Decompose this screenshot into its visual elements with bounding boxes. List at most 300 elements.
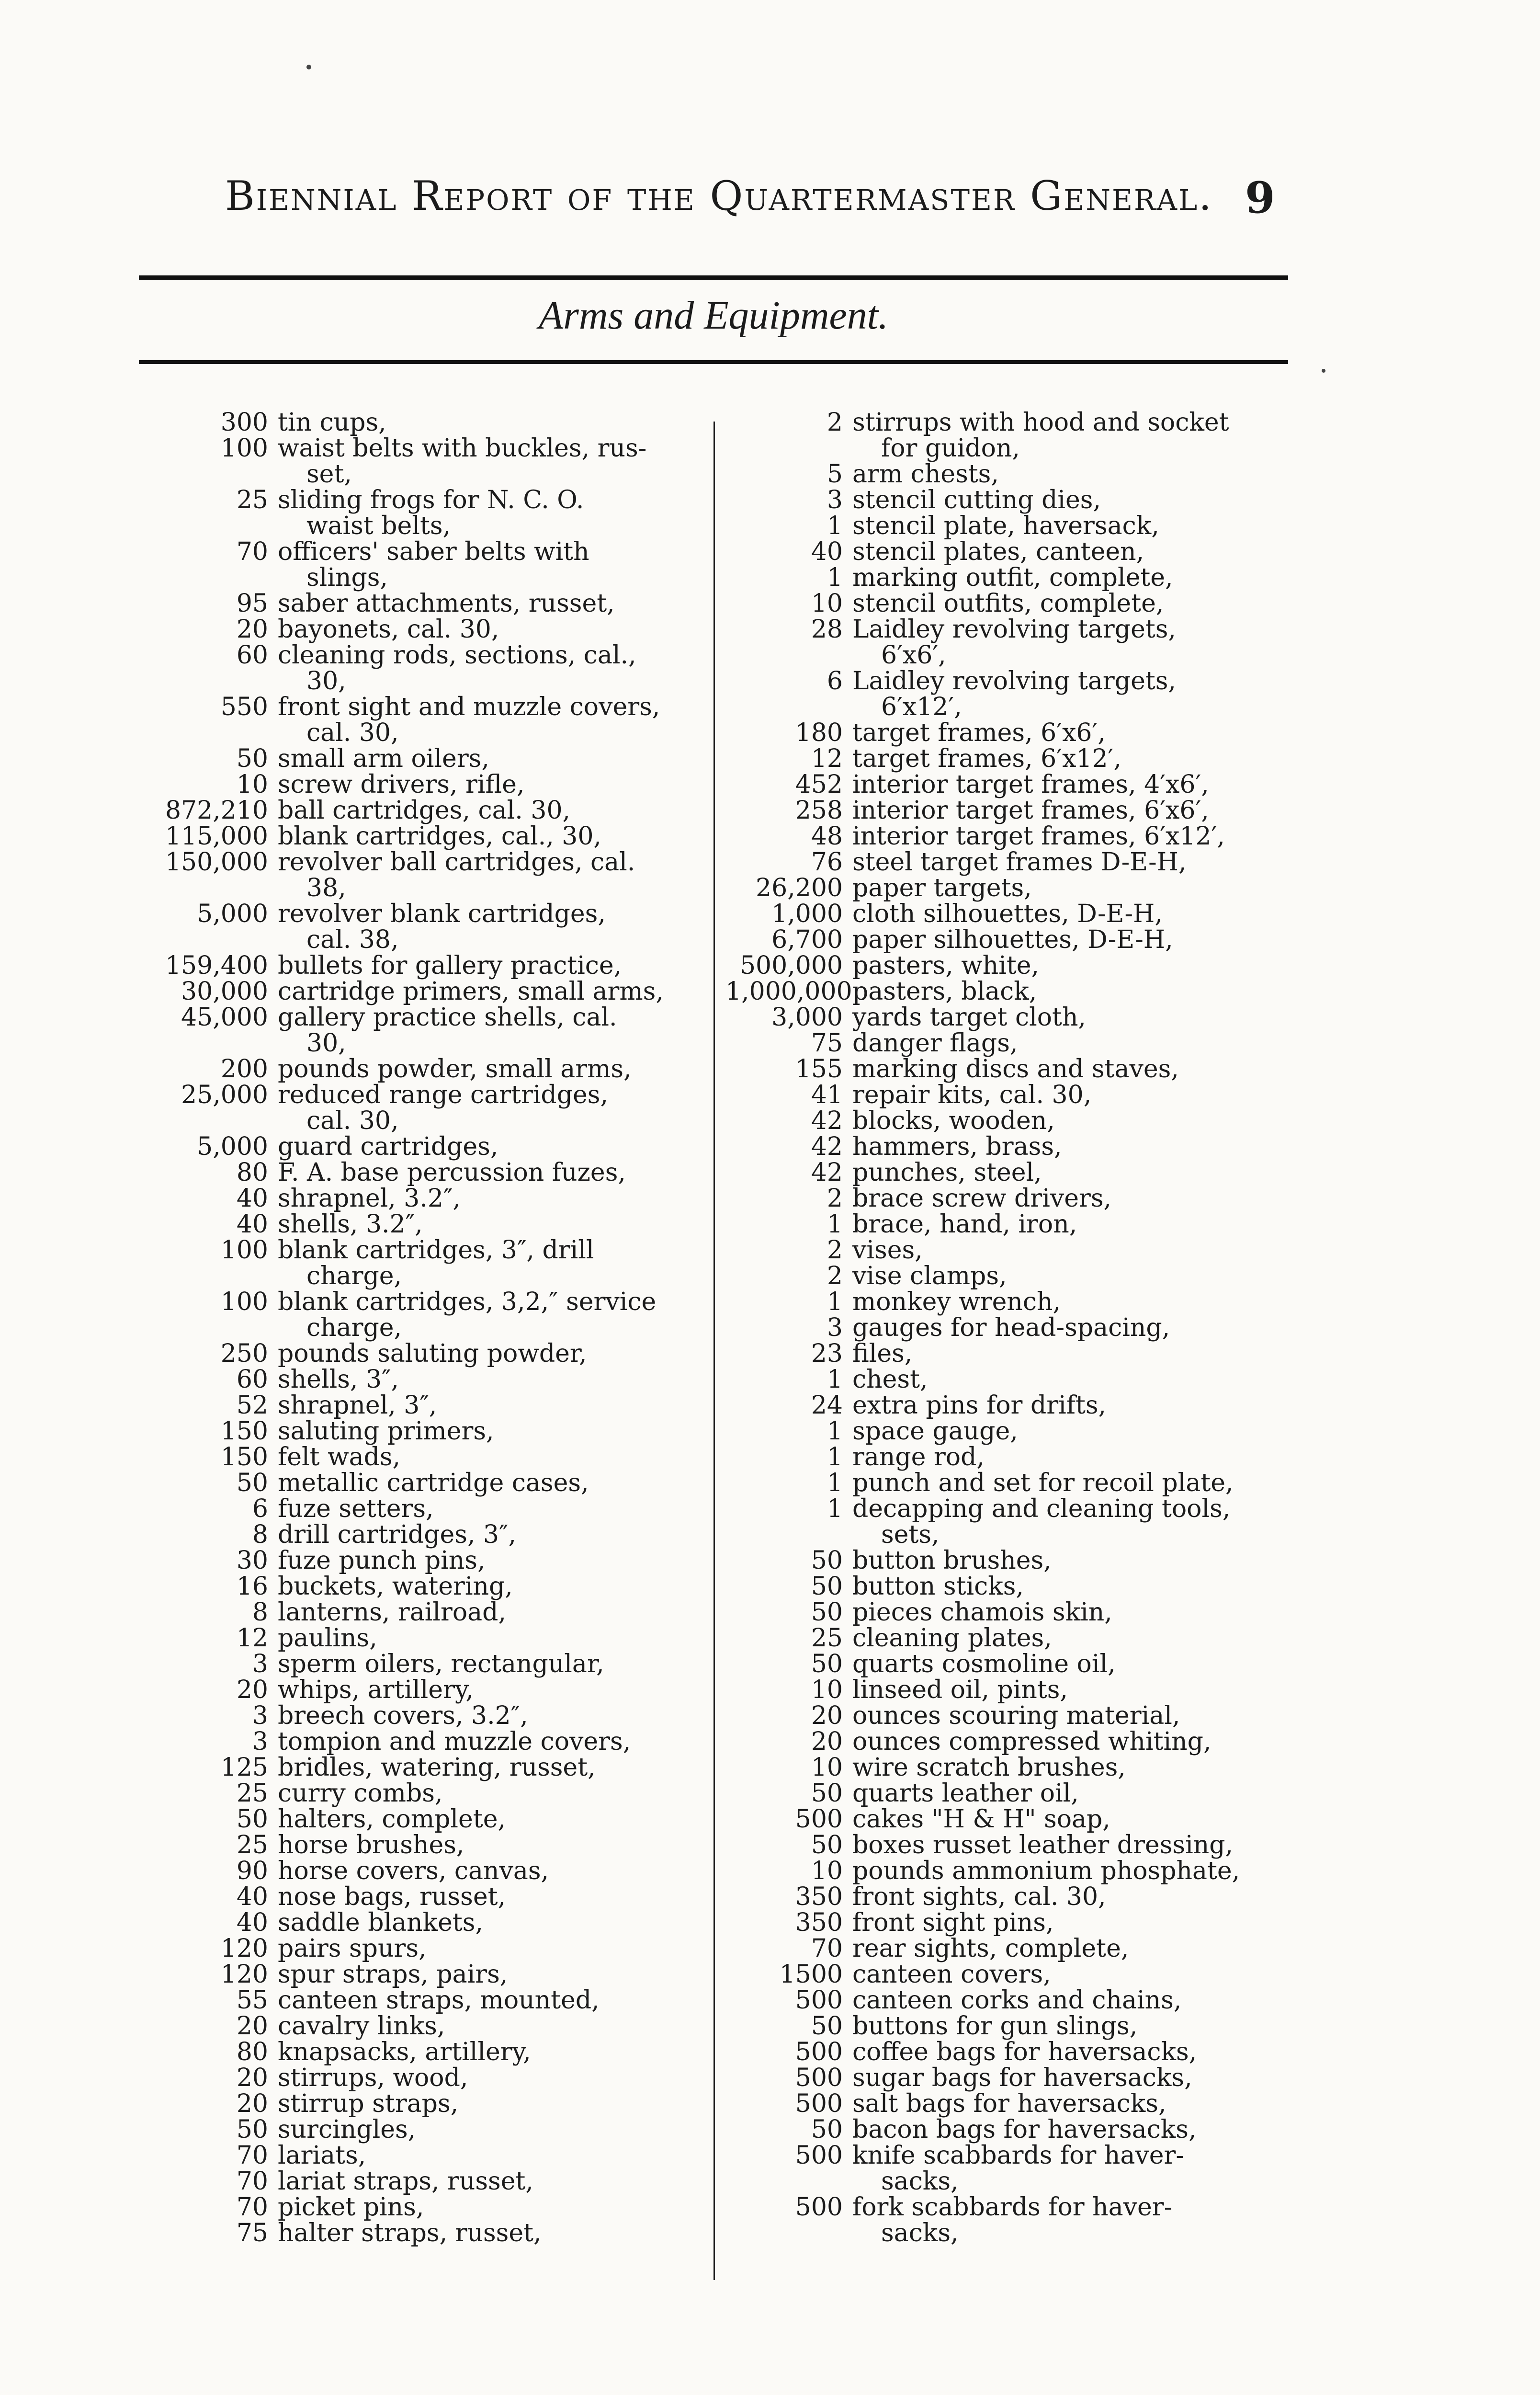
item-quantity: 50 xyxy=(811,1650,843,1678)
item-text: cleaning rods, sections, cal., xyxy=(278,641,636,670)
item-text: yards target cloth, xyxy=(852,1003,1086,1032)
item-quantity: 2 xyxy=(827,1262,843,1290)
item-quantity: 23 xyxy=(811,1339,843,1368)
item-quantity: 50 xyxy=(811,2115,843,2144)
item-description xyxy=(852,1263,1300,1289)
item-description xyxy=(852,979,1300,1004)
list-item xyxy=(158,1004,713,1056)
item-quantity: 125 xyxy=(220,1753,268,1782)
list-item xyxy=(725,1211,1300,1237)
list-item xyxy=(158,901,713,953)
item-description xyxy=(278,798,713,823)
list-item xyxy=(725,1082,1300,1108)
item-text: brace, hand, iron, xyxy=(852,1210,1077,1239)
item-description xyxy=(278,849,713,901)
list-item xyxy=(725,979,1300,1004)
item-quantity: 3 xyxy=(827,486,843,514)
item-text: bacon bags for haversacks, xyxy=(852,2115,1197,2144)
item-text: blank cartridges, 3″, drill xyxy=(278,1236,594,1265)
item-quantity: 2 xyxy=(827,1184,843,1213)
item-description xyxy=(852,513,1300,539)
item-quantity: 10 xyxy=(811,1857,843,1885)
list-item xyxy=(725,461,1300,487)
item-text: ounces compressed whiting, xyxy=(852,1727,1212,1756)
list-item xyxy=(158,2039,713,2065)
list-item xyxy=(158,1884,713,1910)
item-quantity: 42 xyxy=(811,1132,843,1161)
item-description xyxy=(278,1211,713,1237)
item-quantity: 40 xyxy=(236,1210,268,1239)
item-description xyxy=(278,1832,713,1858)
item-text: cavalry links, xyxy=(278,2012,445,2041)
item-text-continuation: 6′x12′, xyxy=(881,693,962,721)
item-quantity: 60 xyxy=(236,1365,268,1394)
item-quantity: 1,000 xyxy=(771,900,843,928)
item-description xyxy=(278,2220,713,2246)
item-description xyxy=(278,1134,713,1160)
item-description xyxy=(852,539,1300,565)
item-description xyxy=(278,2091,713,2117)
item-quantity: 1 xyxy=(827,1494,843,1523)
item-text: cleaning plates, xyxy=(852,1624,1052,1653)
item-description xyxy=(278,642,713,694)
item-text: stencil plates, canteen, xyxy=(852,537,1144,566)
item-description xyxy=(852,953,1300,979)
item-text: felt wads, xyxy=(278,1443,401,1471)
list-item xyxy=(725,798,1300,823)
item-quantity: 20 xyxy=(236,2064,268,2092)
item-quantity: 258 xyxy=(795,796,843,825)
item-text-continuation: sets, xyxy=(881,1520,940,1549)
item-text: horse covers, canvas, xyxy=(278,1857,549,1885)
item-description xyxy=(852,1186,1300,1211)
item-text: stencil plate, haversack, xyxy=(852,512,1159,540)
item-description xyxy=(852,1160,1300,1186)
item-text: tompion and muzzle covers, xyxy=(278,1727,631,1756)
item-text: nose bags, russet, xyxy=(278,1882,506,1911)
item-description xyxy=(278,1651,713,1677)
item-description xyxy=(852,668,1300,720)
item-quantity: 16 xyxy=(236,1572,268,1601)
list-item xyxy=(158,1134,713,1160)
item-description xyxy=(852,2117,1300,2143)
item-quantity: 5 xyxy=(827,460,843,489)
item-quantity: 3 xyxy=(252,1650,268,1678)
item-description xyxy=(278,772,713,798)
item-description xyxy=(278,1444,713,1470)
item-description xyxy=(278,1289,713,1341)
item-text: picket pins, xyxy=(278,2193,424,2222)
list-item xyxy=(158,1832,713,1858)
item-description xyxy=(278,1367,713,1392)
item-quantity: 500 xyxy=(795,1986,843,2015)
item-text: guard cartridges, xyxy=(278,1132,498,1161)
item-quantity: 25 xyxy=(236,1831,268,1859)
item-description xyxy=(852,461,1300,487)
item-description xyxy=(852,772,1300,798)
item-quantity: 95 xyxy=(236,589,268,618)
item-description xyxy=(278,1858,713,1884)
item-text: halter straps, russet, xyxy=(278,2219,542,2247)
item-quantity: 120 xyxy=(220,1934,268,1963)
item-text: stencil cutting dies, xyxy=(852,486,1101,514)
list-item xyxy=(725,1004,1300,1030)
item-quantity: 8 xyxy=(252,1598,268,1627)
item-quantity: 20 xyxy=(811,1701,843,1730)
item-text: punches, steel, xyxy=(852,1158,1042,1187)
item-description xyxy=(278,2039,713,2065)
list-item xyxy=(158,1160,713,1186)
item-quantity: 6,700 xyxy=(771,925,843,954)
item-text: officers' saber belts with xyxy=(278,537,589,566)
item-text: revolver blank cartridges, xyxy=(278,900,606,928)
list-item xyxy=(158,435,713,487)
item-text: sliding frogs for N. C. O. xyxy=(278,486,584,514)
item-text: bullets for gallery practice, xyxy=(278,951,622,980)
item-text: fuze setters, xyxy=(278,1494,434,1523)
item-quantity: 1 xyxy=(827,1365,843,1394)
item-description xyxy=(278,1729,713,1755)
item-text: small arm oilers, xyxy=(278,744,489,773)
item-quantity: 75 xyxy=(811,1029,843,1058)
list-item xyxy=(158,539,713,591)
list-item xyxy=(725,1444,1300,1470)
item-quantity: 41 xyxy=(811,1081,843,1109)
item-text: shells, 3.2″, xyxy=(278,1210,423,1239)
item-text: buckets, watering, xyxy=(278,1572,513,1601)
item-text: cartridge primers, small arms, xyxy=(278,977,664,1006)
list-item xyxy=(725,487,1300,513)
item-description xyxy=(278,1082,713,1134)
item-quantity: 1 xyxy=(827,1417,843,1446)
item-description xyxy=(278,1418,713,1444)
item-description xyxy=(278,1677,713,1703)
item-text: ounces scouring material, xyxy=(852,1701,1180,1730)
item-description xyxy=(278,410,713,435)
list-item xyxy=(158,1548,713,1574)
item-text: danger flags, xyxy=(852,1029,1018,1058)
item-quantity: 26,200 xyxy=(756,874,843,902)
item-text: target frames, 6′x6′, xyxy=(852,718,1106,747)
item-quantity: 25 xyxy=(236,486,268,514)
item-description xyxy=(278,1910,713,1936)
item-quantity: 28 xyxy=(811,615,843,644)
item-quantity: 20 xyxy=(236,1676,268,1704)
list-item xyxy=(158,642,713,694)
item-description xyxy=(852,1884,1300,1910)
item-text-continuation: charge, xyxy=(306,1313,402,1342)
item-quantity: 5,000 xyxy=(197,1132,268,1161)
item-description xyxy=(852,1574,1300,1599)
item-text: buttons for gun slings, xyxy=(852,2012,1138,2041)
list-item xyxy=(158,1806,713,1832)
item-text: steel target frames D-E-H, xyxy=(852,848,1187,877)
list-item xyxy=(158,953,713,979)
item-text: blank cartridges, cal., 30, xyxy=(278,822,601,851)
item-description xyxy=(852,616,1300,668)
item-description xyxy=(852,1056,1300,1082)
item-quantity: 1,000,000 xyxy=(725,977,852,1006)
item-description xyxy=(852,1108,1300,1134)
item-quantity: 20 xyxy=(236,2089,268,2118)
item-text: interior target frames, 6′x6′, xyxy=(852,796,1209,825)
list-item xyxy=(158,1522,713,1548)
item-text: stirrups, wood, xyxy=(278,2064,468,2092)
list-item xyxy=(725,616,1300,668)
item-description xyxy=(278,823,713,849)
list-item xyxy=(725,2117,1300,2143)
item-text: salt bags for haversacks, xyxy=(852,2089,1166,2118)
item-quantity: 40 xyxy=(236,1184,268,1213)
item-text: lariat straps, russet, xyxy=(278,2167,533,2196)
item-quantity: 30,000 xyxy=(181,977,268,1006)
list-item xyxy=(725,2065,1300,2091)
item-quantity: 1500 xyxy=(779,1960,843,1989)
item-text: punch and set for recoil plate, xyxy=(852,1469,1234,1497)
item-text: vise clamps, xyxy=(852,1262,1007,1290)
list-item xyxy=(158,1910,713,1936)
list-item xyxy=(725,1574,1300,1599)
list-item xyxy=(158,1625,713,1651)
item-description xyxy=(852,591,1300,616)
item-description xyxy=(852,1470,1300,1496)
item-quantity: 2 xyxy=(827,1236,843,1265)
list-item xyxy=(158,1780,713,1806)
item-description xyxy=(852,1987,1300,2013)
item-quantity: 350 xyxy=(795,1908,843,1937)
item-quantity: 100 xyxy=(220,1288,268,1316)
item-text: knapsacks, artillery, xyxy=(278,2038,531,2066)
item-description xyxy=(852,1444,1300,1470)
list-item xyxy=(158,2143,713,2168)
item-quantity: 25 xyxy=(236,1779,268,1808)
item-quantity: 3 xyxy=(252,1701,268,1730)
item-quantity: 3,000 xyxy=(771,1003,843,1032)
item-description xyxy=(278,1056,713,1082)
item-quantity: 1 xyxy=(827,512,843,540)
item-quantity: 200 xyxy=(220,1055,268,1083)
item-quantity: 20 xyxy=(236,615,268,644)
item-text: brace screw drivers, xyxy=(852,1184,1112,1213)
item-quantity: 10 xyxy=(811,1676,843,1704)
list-item xyxy=(725,1703,1300,1729)
item-description xyxy=(278,1703,713,1729)
item-quantity: 50 xyxy=(236,1469,268,1497)
item-text-continuation: charge, xyxy=(306,1262,402,1290)
item-text: vises, xyxy=(852,1236,923,1265)
item-text: shrapnel, 3.2″, xyxy=(278,1184,461,1213)
list-item xyxy=(158,772,713,798)
item-description xyxy=(852,1910,1300,1936)
list-item xyxy=(725,1134,1300,1160)
item-text: pairs spurs, xyxy=(278,1934,427,1963)
list-item xyxy=(725,1599,1300,1625)
item-quantity: 115,000 xyxy=(165,822,268,851)
page-number: 9 xyxy=(1245,172,1275,223)
item-text: Laidley revolving targets, xyxy=(852,615,1176,644)
item-description xyxy=(278,1936,713,1962)
item-text: arm chests, xyxy=(852,460,999,489)
list-item xyxy=(158,1186,713,1211)
list-item xyxy=(725,1858,1300,1884)
item-description xyxy=(278,953,713,979)
item-quantity: 550 xyxy=(220,693,268,721)
item-description xyxy=(852,1496,1300,1548)
item-description xyxy=(278,1237,713,1289)
item-text: pasters, white, xyxy=(852,951,1040,980)
item-description xyxy=(852,720,1300,746)
item-quantity: 6 xyxy=(827,667,843,696)
item-quantity: 42 xyxy=(811,1158,843,1187)
list-item xyxy=(158,979,713,1004)
list-item xyxy=(158,849,713,901)
item-text: target frames, 6′x12′, xyxy=(852,744,1121,773)
list-item xyxy=(725,1496,1300,1548)
item-text: halters, complete, xyxy=(278,1805,506,1834)
item-text: interior target frames, 6′x12′, xyxy=(852,822,1225,851)
item-quantity: 1 xyxy=(827,1210,843,1239)
list-item xyxy=(158,2194,713,2220)
list-item xyxy=(725,1056,1300,1082)
item-description xyxy=(278,487,713,539)
list-item xyxy=(158,1444,713,1470)
item-text-continuation: cal. 30, xyxy=(306,1106,399,1135)
item-description xyxy=(852,1703,1300,1729)
item-quantity: 500 xyxy=(795,2141,843,2170)
item-text: horse brushes, xyxy=(278,1831,464,1859)
item-text: metallic cartridge cases, xyxy=(278,1469,589,1497)
item-quantity: 159,400 xyxy=(165,951,268,980)
item-description xyxy=(852,927,1300,953)
item-quantity: 500 xyxy=(795,1805,843,1834)
item-description xyxy=(278,1599,713,1625)
item-quantity: 12 xyxy=(236,1624,268,1653)
item-description xyxy=(278,1392,713,1418)
item-quantity: 1 xyxy=(827,1288,843,1316)
list-item xyxy=(725,746,1300,772)
item-quantity: 80 xyxy=(236,1158,268,1187)
list-item xyxy=(725,1418,1300,1444)
item-description xyxy=(852,1004,1300,1030)
item-description xyxy=(852,2039,1300,2065)
list-item xyxy=(725,1186,1300,1211)
item-quantity: 20 xyxy=(236,2012,268,2041)
list-item xyxy=(158,1987,713,2013)
item-text: surcingles, xyxy=(278,2115,416,2144)
item-description xyxy=(278,1574,713,1599)
item-quantity: 500 xyxy=(795,2038,843,2066)
item-description xyxy=(852,1677,1300,1703)
item-quantity: 70 xyxy=(811,1934,843,1963)
item-quantity: 70 xyxy=(236,537,268,566)
item-text: marking outfit, complete, xyxy=(852,563,1173,592)
item-text: space gauge, xyxy=(852,1417,1018,1446)
item-text: sperm oilers, rectangular, xyxy=(278,1650,604,1678)
item-quantity: 70 xyxy=(236,2141,268,2170)
item-description xyxy=(852,1806,1300,1832)
item-text: saber attachments, russet, xyxy=(278,589,615,618)
item-description xyxy=(852,1780,1300,1806)
list-item xyxy=(158,1082,713,1134)
item-quantity: 452 xyxy=(795,770,843,799)
list-item xyxy=(725,849,1300,875)
item-quantity: 48 xyxy=(811,822,843,851)
item-text: gauges for head-spacing, xyxy=(852,1313,1170,1342)
item-description xyxy=(852,1858,1300,1884)
item-text: shrapnel, 3″, xyxy=(278,1391,437,1420)
item-description xyxy=(852,1030,1300,1056)
item-text: extra pins for drifts, xyxy=(852,1391,1107,1420)
item-description xyxy=(852,875,1300,901)
list-item xyxy=(158,1056,713,1082)
item-text-continuation: for guidon, xyxy=(881,434,1020,463)
item-description xyxy=(278,1884,713,1910)
item-text: stirrups with hood and socket xyxy=(852,408,1229,437)
item-quantity: 180 xyxy=(795,718,843,747)
list-item xyxy=(158,798,713,823)
item-text: button brushes, xyxy=(852,1546,1052,1575)
item-description xyxy=(852,1082,1300,1108)
item-description xyxy=(852,823,1300,849)
item-text: blank cartridges, 3,2,″ service xyxy=(278,1288,657,1316)
item-quantity: 12 xyxy=(811,744,843,773)
item-quantity: 50 xyxy=(811,1546,843,1575)
item-text: canteen straps, mounted, xyxy=(278,1986,600,2015)
item-text-continuation: 38, xyxy=(306,874,346,902)
list-item xyxy=(725,1548,1300,1574)
item-text: lanterns, railroad, xyxy=(278,1598,506,1627)
item-text: saddle blankets, xyxy=(278,1908,483,1937)
item-text: gallery practice shells, cal. xyxy=(278,1003,617,1032)
list-item xyxy=(725,1755,1300,1780)
item-text: pounds ammonium phosphate, xyxy=(852,1857,1240,1885)
list-item xyxy=(725,1910,1300,1936)
item-description xyxy=(278,591,713,616)
list-item xyxy=(725,1651,1300,1677)
list-item xyxy=(158,1418,713,1444)
list-item xyxy=(158,746,713,772)
item-quantity: 500 xyxy=(795,2193,843,2222)
item-description xyxy=(278,746,713,772)
item-text: fuze punch pins, xyxy=(278,1546,486,1575)
list-item xyxy=(725,2013,1300,2039)
item-description xyxy=(278,1522,713,1548)
list-item xyxy=(725,1160,1300,1186)
list-item xyxy=(725,823,1300,849)
item-text: drill cartridges, 3″, xyxy=(278,1520,517,1549)
item-description xyxy=(278,616,713,642)
list-item xyxy=(158,1211,713,1237)
item-description xyxy=(852,2091,1300,2117)
item-quantity: 1 xyxy=(827,563,843,592)
list-item xyxy=(725,668,1300,720)
item-quantity: 500 xyxy=(795,2064,843,2092)
item-text: ball cartridges, cal. 30, xyxy=(278,796,571,825)
item-description xyxy=(278,539,713,591)
list-item xyxy=(725,901,1300,927)
item-quantity: 42 xyxy=(811,1106,843,1135)
item-description xyxy=(278,2117,713,2143)
item-quantity: 50 xyxy=(236,2115,268,2144)
item-quantity: 3 xyxy=(252,1727,268,1756)
item-quantity: 80 xyxy=(236,2038,268,2066)
item-quantity: 40 xyxy=(811,537,843,566)
list-item xyxy=(725,565,1300,591)
item-quantity: 50 xyxy=(811,1779,843,1808)
list-item xyxy=(725,1470,1300,1496)
section-rule xyxy=(139,360,1288,364)
item-description xyxy=(278,2013,713,2039)
